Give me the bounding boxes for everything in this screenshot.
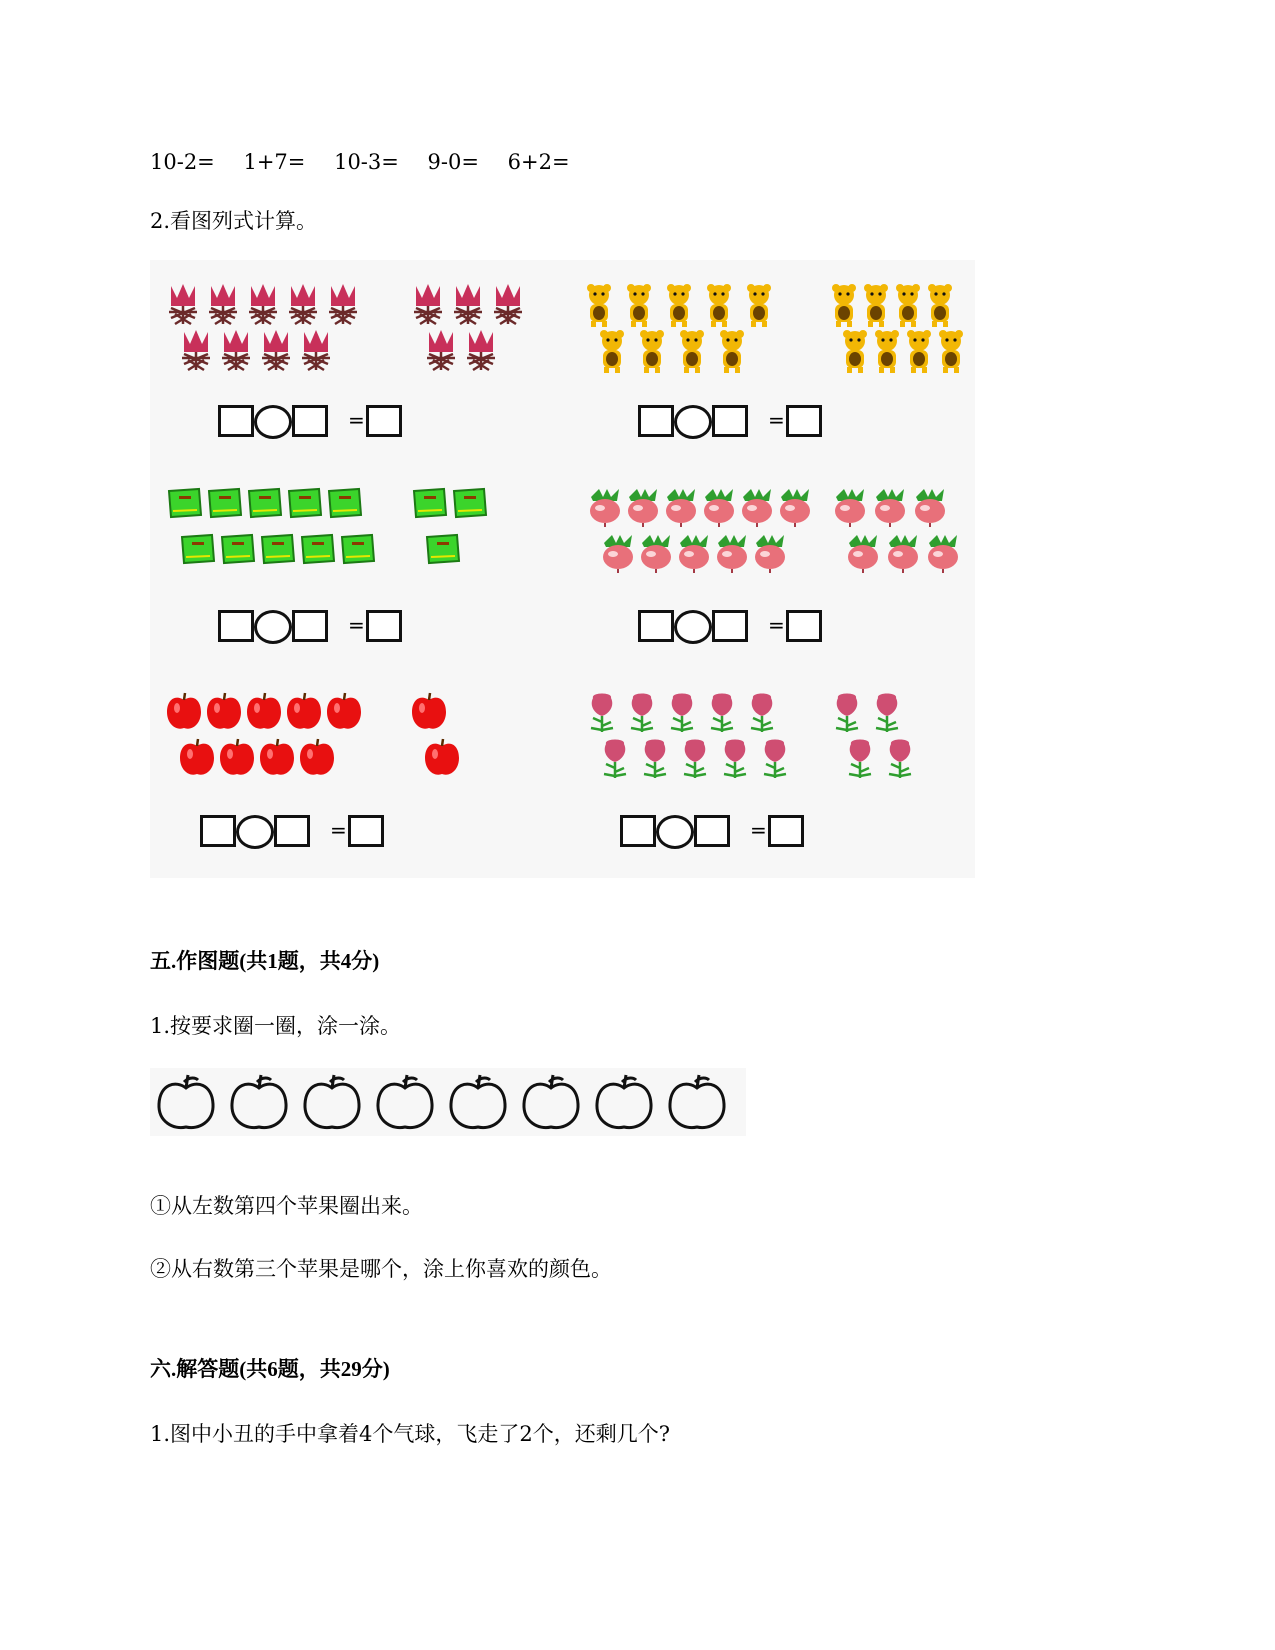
book-icon: [410, 487, 448, 523]
strawberry-icon: [678, 738, 712, 784]
equals-sign: =: [330, 818, 347, 842]
bear-icon: [905, 328, 933, 378]
radish-icon: [623, 487, 663, 531]
book-icon: [258, 533, 296, 569]
bear-icon: [894, 282, 922, 332]
section-6-title: 六.解答题(共6题，共29分): [150, 1357, 390, 1381]
strawberry-icon: [598, 738, 632, 784]
radish-icon: [775, 487, 815, 531]
operator-circle[interactable]: [674, 405, 712, 439]
picture-group-bear: [570, 260, 970, 460]
apple-icon: [423, 738, 461, 782]
radish-icon: [712, 533, 752, 577]
flower-bush-icon: [218, 328, 254, 376]
bear-icon: [665, 282, 693, 332]
strawberry-icon: [870, 692, 904, 738]
book-icon: [423, 533, 461, 569]
answer-box-right[interactable]: [712, 405, 748, 437]
flower-bush-icon: [463, 328, 499, 376]
apple-icon: [245, 692, 283, 736]
apple-icon: [325, 692, 363, 736]
outline-apple-icon[interactable]: [446, 1072, 510, 1138]
bear-icon: [745, 282, 773, 332]
apple-icon: [178, 738, 216, 782]
answer-box-left[interactable]: [218, 610, 254, 642]
flower-bush-icon: [450, 282, 486, 330]
bear-icon: [937, 328, 965, 378]
operator-circle[interactable]: [674, 610, 712, 644]
apple-icon: [285, 692, 323, 736]
book-icon: [218, 533, 256, 569]
strawberry-icon: [745, 692, 779, 738]
operator-circle[interactable]: [656, 815, 694, 849]
flower-bush-icon: [490, 282, 526, 330]
strawberry-icon: [718, 738, 752, 784]
radish-icon: [870, 487, 910, 531]
strawberry-icon: [843, 738, 877, 784]
radish-icon: [598, 533, 638, 577]
picture-group-book: [150, 465, 550, 665]
picture-equation-panel: [150, 260, 975, 878]
result-box[interactable]: [768, 815, 804, 847]
question-2-label: 2.看图列式计算。: [150, 209, 318, 233]
flower-bush-icon: [245, 282, 281, 330]
answer-box-left[interactable]: [620, 815, 656, 847]
radish-icon: [910, 487, 950, 531]
outline-apple-icon[interactable]: [373, 1072, 437, 1138]
outline-apple-icon[interactable]: [519, 1072, 583, 1138]
book-icon: [285, 487, 323, 523]
radish-icon: [883, 533, 923, 577]
answer-box-left[interactable]: [638, 405, 674, 437]
operator-circle[interactable]: [254, 610, 292, 644]
strawberry-icon: [585, 692, 619, 738]
strawberry-icon: [625, 692, 659, 738]
answer-box-right[interactable]: [274, 815, 310, 847]
book-icon: [325, 487, 363, 523]
equals-sign: =: [750, 818, 767, 842]
radish-icon: [843, 533, 883, 577]
radish-icon: [661, 487, 701, 531]
picture-group-radish: [570, 465, 970, 665]
radish-icon: [585, 487, 625, 531]
bear-icon: [926, 282, 954, 332]
equals-sign: =: [348, 408, 365, 432]
question-5-1-label: 1.按要求圈一圈，涂一涂。: [150, 1014, 402, 1038]
strawberry-icon: [883, 738, 917, 784]
bear-icon: [585, 282, 613, 332]
apple-icon: [205, 692, 243, 736]
radish-icon: [699, 487, 739, 531]
outline-apple-icon[interactable]: [154, 1072, 218, 1138]
book-icon: [338, 533, 376, 569]
calc-item: 6+2=: [507, 150, 570, 174]
strawberry-icon: [830, 692, 864, 738]
bear-icon: [830, 282, 858, 332]
picture-group-apple: [150, 670, 550, 870]
flower-bush-icon: [258, 328, 294, 376]
answer-box-right[interactable]: [292, 610, 328, 642]
bear-icon: [638, 328, 666, 378]
answer-box-left[interactable]: [200, 815, 236, 847]
bear-icon: [862, 282, 890, 332]
outline-apple-row: [150, 1068, 746, 1136]
outline-apple-icon[interactable]: [665, 1072, 729, 1138]
book-icon: [178, 533, 216, 569]
outline-apple-icon[interactable]: [227, 1072, 291, 1138]
question-6-1-label: 1.图中小丑的手中拿着4个气球，飞走了2个，还剩几个?: [150, 1422, 671, 1446]
instruction-1: ①从左数第四个苹果圈出来。: [150, 1194, 423, 1218]
result-box[interactable]: [786, 610, 822, 642]
radish-icon: [830, 487, 870, 531]
radish-icon: [737, 487, 777, 531]
apple-icon: [410, 692, 448, 736]
calc-item: 1+7=: [243, 150, 306, 174]
bear-icon: [598, 328, 626, 378]
result-box[interactable]: [366, 405, 402, 437]
apple-icon: [165, 692, 203, 736]
answer-box-right[interactable]: [712, 610, 748, 642]
result-box[interactable]: [348, 815, 384, 847]
operator-circle[interactable]: [254, 405, 292, 439]
result-box[interactable]: [366, 610, 402, 642]
book-icon: [450, 487, 488, 523]
bear-icon: [678, 328, 706, 378]
bear-icon: [718, 328, 746, 378]
radish-icon: [636, 533, 676, 577]
flower-bush-icon: [205, 282, 241, 330]
result-box[interactable]: [786, 405, 822, 437]
apple-icon: [298, 738, 336, 782]
picture-group-flower-bush: [150, 260, 550, 460]
flower-bush-icon: [165, 282, 201, 330]
equals-sign: =: [768, 613, 785, 637]
book-icon: [245, 487, 283, 523]
operator-circle[interactable]: [236, 815, 274, 849]
apple-icon: [258, 738, 296, 782]
instruction-2: ②从右数第三个苹果是哪个，涂上你喜欢的颜色。: [150, 1257, 612, 1281]
answer-box-right[interactable]: [694, 815, 730, 847]
strawberry-icon: [705, 692, 739, 738]
answer-box-left[interactable]: [218, 405, 254, 437]
answer-box-right[interactable]: [292, 405, 328, 437]
flower-bush-icon: [178, 328, 214, 376]
strawberry-icon: [665, 692, 699, 738]
flower-bush-icon: [285, 282, 321, 330]
equals-sign: =: [348, 613, 365, 637]
book-icon: [205, 487, 243, 523]
radish-icon: [923, 533, 963, 577]
bear-icon: [705, 282, 733, 332]
strawberry-icon: [758, 738, 792, 784]
radish-icon: [750, 533, 790, 577]
apple-icon: [218, 738, 256, 782]
calc-item: 10-3=: [334, 150, 399, 174]
book-icon: [298, 533, 336, 569]
section-5-title: 五.作图题(共1题，共4分): [150, 949, 380, 973]
calc-item: 10-2=: [150, 150, 215, 174]
bear-icon: [873, 328, 901, 378]
equals-sign: =: [768, 408, 785, 432]
flower-bush-icon: [410, 282, 446, 330]
strawberry-icon: [638, 738, 672, 784]
radish-icon: [674, 533, 714, 577]
bear-icon: [625, 282, 653, 332]
book-icon: [165, 487, 203, 523]
calc-item: 9-0=: [427, 150, 479, 174]
mental-calc-row: [150, 150, 592, 174]
bear-icon: [841, 328, 869, 378]
flower-bush-icon: [298, 328, 334, 376]
outline-apple-icon[interactable]: [592, 1072, 656, 1138]
flower-bush-icon: [325, 282, 361, 330]
picture-group-strawberry: [570, 670, 970, 870]
flower-bush-icon: [423, 328, 459, 376]
outline-apple-icon[interactable]: [300, 1072, 364, 1138]
answer-box-left[interactable]: [638, 610, 674, 642]
